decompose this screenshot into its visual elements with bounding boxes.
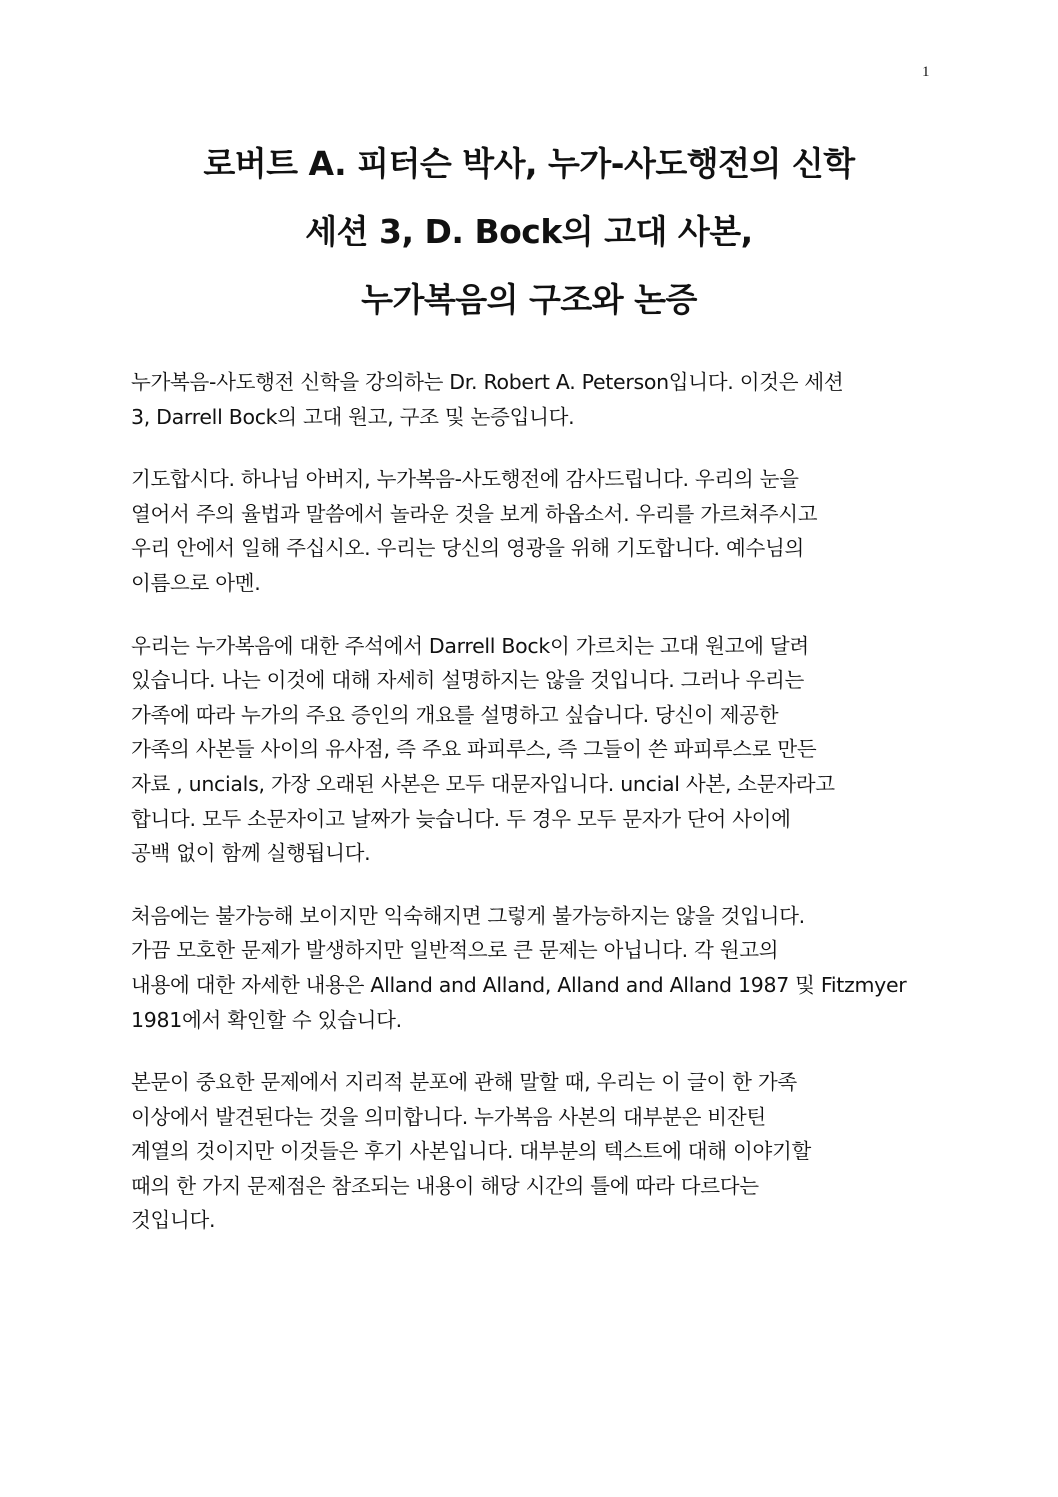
- text-line: 가족에 따라 누가의 주요 증인의 개요를 설명하고 싶습니다. 당신이 제공한: [131, 702, 779, 727]
- body-text: [131, 365, 931, 1266]
- title-line: 세션 3, D. Bock의 고대 사본,: [305, 212, 753, 251]
- text-line: 기도합시다. 하나님 아버지, 누가복음-사도행전에 감사드립니다. 우리의 눈을: [131, 467, 799, 492]
- text-line: 이름으로 아멘.: [131, 570, 261, 595]
- page-number: 1: [922, 64, 930, 80]
- paragraph-prayer: [131, 462, 931, 600]
- text-line: 가끔 모호한 문제가 발생하지만 일반적으로 큰 문제는 아닙니다. 각 원고의: [131, 938, 779, 963]
- text-line: 자료 , uncials, 가장 오래된 사본은 모두 대문자입니다. uncial 사본, 소문자라고: [131, 771, 835, 796]
- text-line: 처음에는 불가능해 보이지만 익숙해지면 그렇게 불가능하지는 않을 것입니다.: [131, 903, 805, 928]
- title-line: 로버트 A. 피터슨 박사, 누가-사도행전의 신학: [203, 144, 855, 183]
- title-line: 누가복음의 구조와 논증: [361, 280, 697, 319]
- text-line: 우리 안에서 일해 주십시오. 우리는 당신의 영광을 위해 기도합니다. 예수님의: [131, 536, 804, 561]
- text-line: 본문이 중요한 문제에서 지리적 분포에 관해 말할 때, 우리는 이 글이 한 가족: [131, 1070, 797, 1095]
- paragraph-distribution: [131, 1065, 931, 1238]
- text-line: 공백 없이 함께 실행됩니다.: [131, 841, 371, 866]
- text-line: 것입니다.: [131, 1208, 216, 1233]
- text-line: 열어서 주의 율법과 말씀에서 놀라운 것을 보게 하옵소서. 우리를 가르쳐주시고: [131, 501, 818, 526]
- text-line: 내용에 대한 자세한 내용은 Alland and Alland, Alland and Alland 1987 및 Fitzmyer: [131, 972, 907, 997]
- text-line: 1981에서 확인할 수 있습니다.: [131, 1007, 402, 1032]
- paragraph-manuscripts: [131, 629, 931, 871]
- text-line: 우리는 누가복음에 대한 주석에서 Darrell Bock이 가르치는 고대 원고에 달려: [131, 633, 809, 658]
- text-line: 합니다. 모두 소문자이고 날짜가 늦습니다. 두 경우 모두 문자가 단어 사이에: [131, 806, 791, 831]
- text-line: 때의 한 가지 문제점은 참조되는 내용이 해당 시간의 틀에 따라 다르다는: [131, 1173, 759, 1198]
- text-line: 3, Darrell Bock의 고대 원고, 구조 및 논증입니다.: [131, 404, 575, 429]
- document-title: [0, 130, 1058, 334]
- paragraph-references: [131, 899, 931, 1037]
- text-line: 있습니다. 나는 이것에 대해 자세히 설명하지는 않을 것입니다. 그러나 우리는: [131, 668, 804, 693]
- text-line: 누가복음-사도행전 신학을 강의하는 Dr. Robert A. Peterson입니다. 이것은 세션: [131, 370, 844, 394]
- text-line: 가족의 사본들 사이의 유사점, 즉 주요 파피루스, 즉 그들이 쓴 파피루스로 만든: [131, 737, 817, 762]
- paragraph-intro: [131, 365, 931, 434]
- text-line: 계열의 것이지만 이것들은 후기 사본입니다. 대부분의 텍스트에 대해 이야기할: [131, 1139, 812, 1164]
- text-line: 이상에서 발견된다는 것을 의미합니다. 누가복음 사본의 대부분은 비잔틴: [131, 1104, 766, 1129]
